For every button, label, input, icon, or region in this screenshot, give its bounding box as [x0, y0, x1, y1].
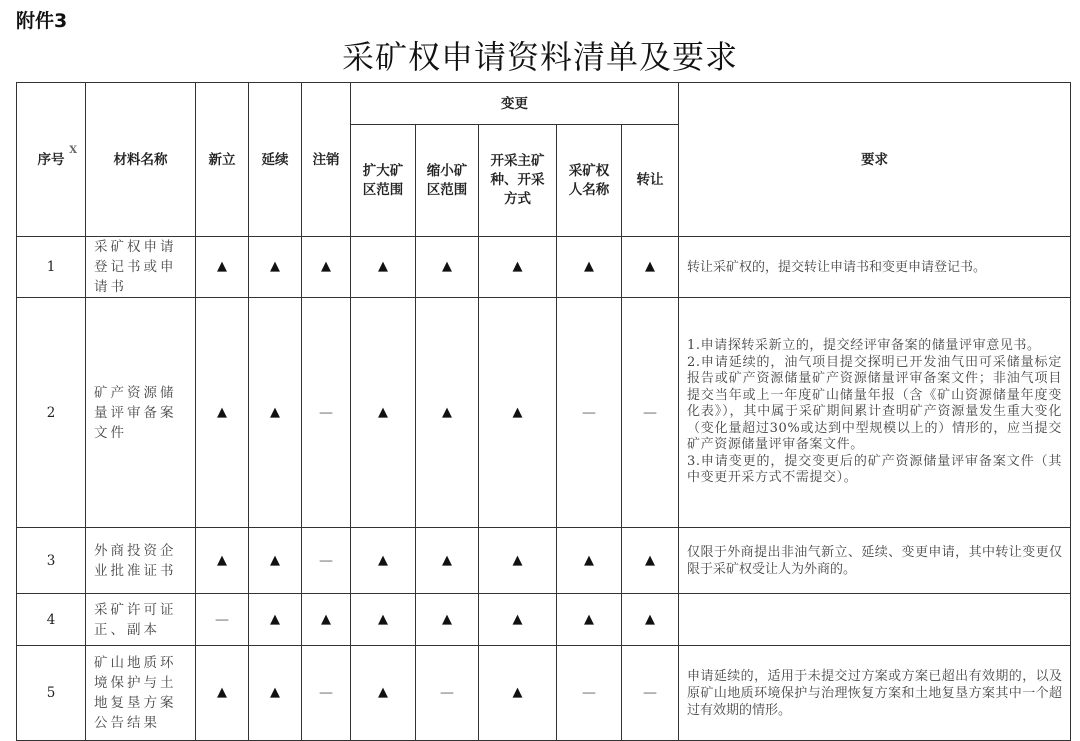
row-mark-holder: ▲	[557, 528, 622, 594]
row-mark-shrink: ▲	[416, 594, 479, 646]
row-index: 5	[17, 646, 86, 741]
row-mark-extend: ▲	[249, 646, 302, 741]
row-mark-transfer: ▲	[622, 594, 679, 646]
table-row	[17, 646, 1071, 741]
row-mark-transfer: ▲	[622, 528, 679, 594]
row-mark-shrink: ▲	[416, 528, 479, 594]
row-mark-new: —	[196, 594, 249, 646]
row-mark-expand: ▲	[351, 594, 416, 646]
row-requirement	[679, 594, 1071, 646]
row-mark-extend: ▲	[249, 528, 302, 594]
row-mark-transfer: —	[622, 298, 679, 528]
table-row	[17, 237, 1071, 298]
requirement-line: 申请延续的，适用于未提交过方案或方案已超出有效期的，以及原矿山地质环境保护与治理恢复方案和土地复垦方案其中一个超过有效期的情形。	[687, 668, 1063, 718]
row-mark-cancel: ▲	[302, 594, 351, 646]
row-material-name: 采矿权申请登记书或申请书	[86, 237, 196, 298]
col-header-new: 新立	[196, 83, 249, 237]
col-header-index	[17, 83, 86, 237]
row-requirement	[679, 646, 1071, 741]
row-material-name: 矿产资源储量评审备案文件	[86, 298, 196, 528]
row-index: 1	[17, 237, 86, 298]
row-mark-extend: ▲	[249, 594, 302, 646]
table-body	[17, 237, 1071, 741]
row-mark-expand: ▲	[351, 298, 416, 528]
row-mark-extend: ▲	[249, 237, 302, 298]
row-material-name: 矿山地质环境保护与土地复垦方案公告结果	[86, 646, 196, 741]
row-mark-holder: ▲	[557, 594, 622, 646]
requirements-table	[16, 82, 1071, 741]
row-mark-mineral: ▲	[479, 237, 557, 298]
table-row	[17, 594, 1071, 646]
col-header-requirement: 要求	[679, 83, 1071, 237]
col-header-cancel: 注销	[302, 83, 351, 237]
row-index: 3	[17, 528, 86, 594]
row-mark-new: ▲	[196, 646, 249, 741]
col-header-transfer: 转让	[622, 125, 679, 237]
col-header-holder	[557, 125, 622, 237]
row-mark-holder: —	[557, 646, 622, 741]
row-material-name: 采矿许可证正、副本	[86, 594, 196, 646]
col-header-shrink	[416, 125, 479, 237]
row-mark-cancel: —	[302, 298, 351, 528]
row-requirement	[679, 237, 1071, 298]
row-mark-extend: ▲	[249, 298, 302, 528]
requirement-line: 1.申请探转采新立的，提交经评审备案的储量评审意见书。	[687, 338, 1041, 354]
requirement-line: 2.申请延续的，油气项目提交探明已开发油气田可采储量标定报告或矿产资源储量矿产资源储量评审备案文件；非油气项目提交当年或上一年度矿山储量年报（含《矿山资源储量年度变化表》），其中属于采矿期间累计查明矿产资源量发生重大变化（变化量超过30%或达到中型规模以上的）情形的，应当提交矿产资源储量评审备案文件。	[687, 354, 1063, 453]
row-requirement	[679, 528, 1071, 594]
row-mark-new: ▲	[196, 237, 249, 298]
row-mark-mineral: ▲	[479, 528, 557, 594]
row-mark-mineral: ▲	[479, 646, 557, 741]
row-mark-transfer: ▲	[622, 237, 679, 298]
col-header-index-label: 序号	[37, 151, 65, 168]
attachment-label: 附件3	[16, 10, 68, 32]
row-mark-expand: ▲	[351, 237, 416, 298]
row-mark-shrink: ▲	[416, 298, 479, 528]
col-header-change-group: 变更	[351, 83, 679, 125]
row-mark-cancel: —	[302, 528, 351, 594]
row-mark-cancel: ▲	[302, 237, 351, 298]
col-header-shrink-label: 缩小矿区范围	[426, 162, 468, 198]
table-row	[17, 298, 1071, 528]
row-mark-new: ▲	[196, 528, 249, 594]
col-header-expand-label: 扩大矿区范围	[362, 162, 404, 198]
row-mark-new: ▲	[196, 298, 249, 528]
requirement-line: 仅限于外商提出非油气新立、延续、变更申请，其中转让变更仅限于采矿权受让人为外商的。	[687, 544, 1063, 577]
row-requirement	[679, 298, 1071, 528]
page-title: 采矿权申请资料清单及要求	[341, 38, 738, 76]
row-mark-shrink: —	[416, 646, 479, 741]
col-header-name: 材料名称	[86, 83, 196, 237]
header-marker: X	[69, 145, 77, 156]
requirement-line: 3.申请变更的，提交变更后的矿产资源储量评审备案文件（其中变更开采方式不需提交）。	[687, 453, 1063, 486]
row-mark-cancel: —	[302, 646, 351, 741]
col-header-extend: 延续	[249, 83, 302, 237]
row-mark-transfer: —	[622, 646, 679, 741]
row-mark-expand: ▲	[351, 528, 416, 594]
requirement-line: 转让采矿权的，提交转让申请书和变更申请登记书。	[687, 259, 987, 275]
col-header-mineral-label: 开采主矿种、开采方式	[490, 153, 545, 207]
col-header-holder-label: 采矿权人名称	[568, 162, 610, 198]
row-index: 4	[17, 594, 86, 646]
col-header-mineral	[479, 125, 557, 237]
row-mark-holder: ▲	[557, 237, 622, 298]
row-mark-mineral: ▲	[479, 594, 557, 646]
row-mark-expand: ▲	[351, 646, 416, 741]
col-header-expand	[351, 125, 416, 237]
row-mark-mineral: ▲	[479, 298, 557, 528]
row-mark-shrink: ▲	[416, 237, 479, 298]
row-index: 2	[17, 298, 86, 528]
row-material-name: 外商投资企业批准证书	[86, 528, 196, 594]
table-row	[17, 528, 1071, 594]
row-mark-holder: —	[557, 298, 622, 528]
